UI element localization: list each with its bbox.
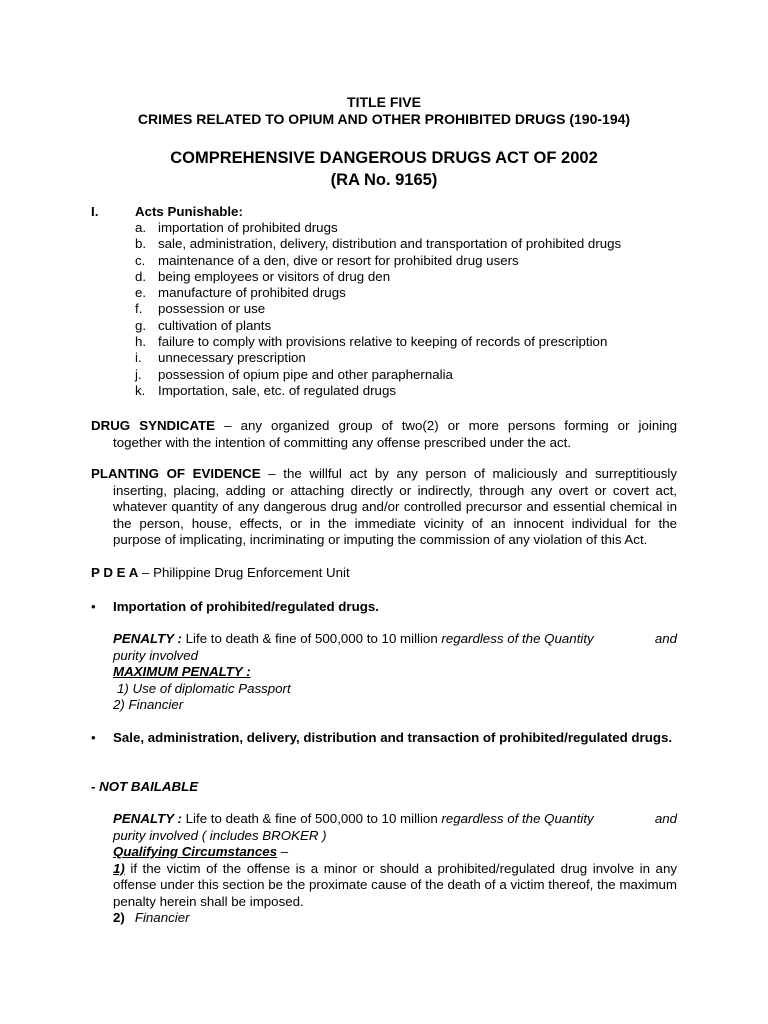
act-number: (RA No. 9165): [330, 171, 438, 189]
planting-evidence-text-3: purpose of implicating, incriminating or imputing the commission of any violation of this Act.: [113, 532, 648, 547]
sale-heading-text: Sale, administration, delivery, distribution and transaction of prohibited/regulated drugs.: [113, 730, 673, 745]
acts-item-marker: g.: [135, 317, 147, 333]
penalty-line-2: purity involved ( includes BROKER ): [113, 827, 327, 843]
acts-item-text: failure to comply with provisions relative to keeping of records of prescription: [158, 334, 608, 350]
sale-heading: [91, 730, 677, 747]
penalty-italic: regardless of the Quantity: [441, 811, 594, 826]
act-heading: COMPREHENSIVE DANGEROUS DRUGS ACT OF 2002: [170, 149, 598, 167]
acts-item: [135, 383, 621, 399]
penalty-text: Life to death & fine of 500,000 to 10 million: [181, 811, 442, 826]
acts-item: [135, 318, 621, 334]
acts-item-text: sale, administration, delivery, distribution and transportation of prohibited drugs: [158, 236, 622, 252]
bullet-icon: •: [91, 730, 96, 745]
not-bailable: - NOT BAILABLE: [91, 779, 199, 794]
acts-item-marker: k.: [135, 382, 146, 398]
qualifying-item-1: [113, 861, 677, 911]
sale-penalty-line: [113, 811, 677, 828]
acts-punishable-list: [135, 220, 621, 399]
acts-item: [135, 236, 621, 252]
acts-item-text: Importation, sale, etc. of regulated drugs: [158, 382, 397, 398]
pdea-text: – Philippine Drug Enforcement Unit: [138, 565, 350, 580]
title-five: TITLE FIVE: [347, 94, 421, 110]
acts-item: [135, 220, 621, 236]
maximum-penalty-label: MAXIMUM PENALTY :: [113, 664, 251, 679]
planting-evidence-text-1: – the willful act by any person of maliciously and surreptitiously: [260, 466, 677, 481]
penalty-and: and: [654, 631, 677, 646]
acts-item: [135, 334, 621, 350]
acts-item: [135, 350, 621, 366]
sale-penalty: [113, 811, 677, 927]
pdea-definition: [91, 565, 350, 581]
planting-evidence-text-2: inserting, placing, adding or attaching directly or indirectly, through any overt or covert act, whatever quantity of any dangerous drug and/or controlled precursor and essential chemical in the person, house, effects, or in the immediate vicinity of an innocent individual for the: [113, 482, 677, 531]
acts-item: [135, 269, 621, 285]
planting-evidence-term: PLANTING OF EVIDENCE: [91, 466, 261, 481]
acts-item: [135, 367, 621, 383]
acts-item-marker: b.: [135, 236, 147, 252]
acts-item-marker: i.: [135, 350, 142, 366]
penalty-text: Life to death & fine of 500,000 to 10 million: [181, 631, 442, 646]
planting-evidence-definition: [91, 466, 677, 549]
importation-penalty: [113, 631, 677, 714]
penalty-label: PENALTY :: [113, 811, 182, 826]
section-number: I.: [91, 204, 99, 219]
acts-item-text: maintenance of a den, dive or resort for prohibited drug users: [158, 252, 519, 268]
max-item-2: 2) Financier: [113, 697, 184, 712]
importation-heading: [91, 599, 677, 616]
drug-syndicate-text-1: – any organized group of two(2) or more persons forming or joining: [215, 418, 677, 433]
acts-item-text: being employees or visitors of drug den: [158, 268, 391, 284]
penalty-label: PENALTY :: [113, 631, 182, 646]
acts-item-text: possession of opium pipe and other paraphernalia: [158, 366, 453, 382]
drug-syndicate-term: DRUG SYNDICATE: [91, 418, 216, 433]
acts-item-marker: h.: [135, 334, 147, 350]
qualifying-circumstances-label: Qualifying Circumstances: [113, 844, 278, 859]
acts-item-marker: a.: [135, 220, 147, 235]
drug-syndicate-text-2: together with the intention of committing any offense prescribed under the act.: [113, 434, 572, 450]
acts-item-text: cultivation of plants: [158, 317, 272, 333]
acts-item-marker: f.: [135, 301, 143, 317]
qualifying-dash: –: [277, 844, 289, 859]
section-title: Acts Punishable:: [135, 204, 243, 219]
acts-item-text: possession or use: [158, 301, 266, 317]
acts-item-text: importation of prohibited drugs: [158, 220, 338, 235]
acts-item-marker: d.: [135, 268, 147, 284]
qualifying-text-2: Financier: [134, 910, 190, 925]
acts-item-marker: e.: [135, 285, 147, 301]
penalty-and: and: [654, 811, 677, 826]
acts-item-text: unnecessary prescription: [158, 350, 306, 366]
title-subtitle: CRIMES RELATED TO OPIUM AND OTHER PROHIBITED DRUGS (190-194): [137, 111, 631, 127]
qualifying-num-1: 1): [113, 860, 125, 876]
qualifying-item-2: [113, 910, 677, 927]
drug-syndicate-definition: [91, 418, 677, 451]
max-item-1: 1) Use of diplomatic Passport: [117, 680, 291, 696]
qualifying-num-2: 2): [113, 910, 125, 925]
acts-item-text: manufacture of prohibited drugs: [158, 285, 346, 301]
acts-item: [135, 301, 621, 317]
penalty-line-2: purity involved: [113, 647, 198, 663]
importation-penalty-line: [113, 631, 677, 648]
acts-item: [135, 253, 621, 269]
acts-item-marker: j.: [135, 366, 142, 382]
penalty-italic: regardless of the Quantity: [441, 631, 594, 646]
importation-heading-text: Importation of prohibited/regulated drugs.: [113, 599, 379, 614]
acts-item-marker: c.: [135, 252, 146, 268]
acts-item: [135, 285, 621, 301]
bullet-icon: •: [91, 599, 96, 614]
pdea-term: P D E A: [91, 565, 139, 580]
qualifying-text-1: if the victim of the offense is a minor or should a prohibited/regulated drug involve in any offense under this section be the proximate cause of the death of a victim thereof, the maximum penalty herein shall be imposed.: [113, 860, 677, 909]
